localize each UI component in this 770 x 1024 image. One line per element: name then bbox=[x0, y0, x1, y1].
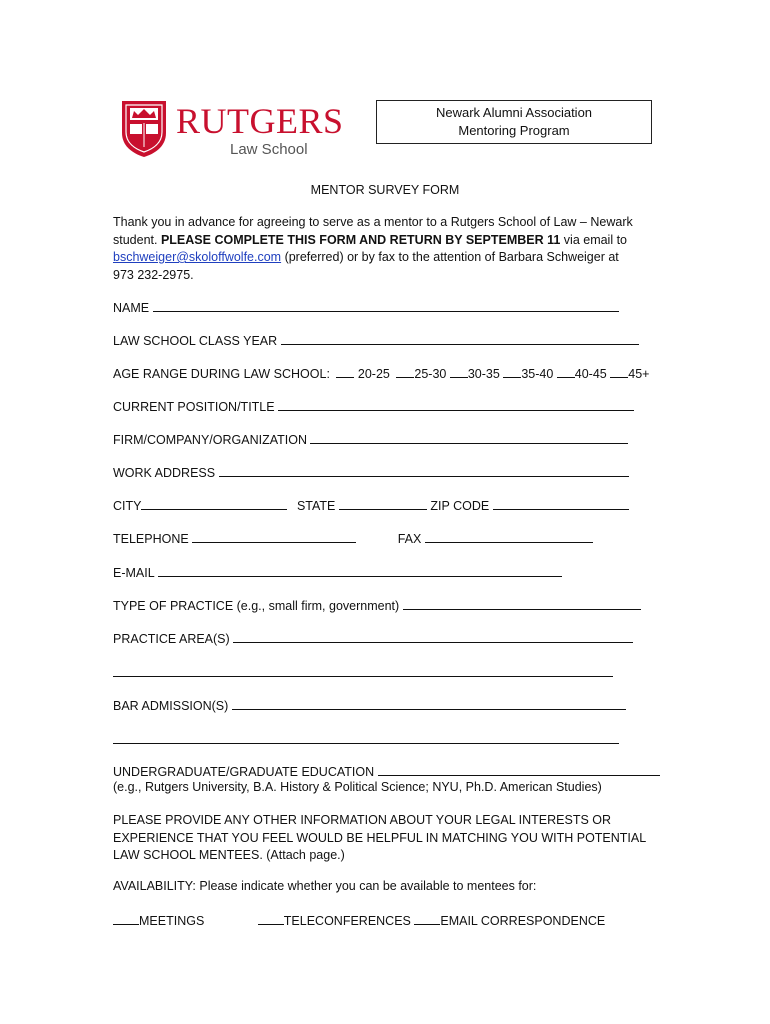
program-name: Mentoring Program bbox=[458, 123, 570, 138]
practice-type-row bbox=[113, 597, 641, 613]
practice-area-row-2 bbox=[113, 664, 613, 680]
zip-blank[interactable] bbox=[493, 497, 629, 510]
name-label: NAME bbox=[113, 301, 150, 315]
position-label: CURRENT POSITION/TITLE bbox=[113, 400, 275, 414]
firm-label: FIRM/COMPANY/ORGANIZATION bbox=[113, 433, 307, 447]
intro-text-1: Thank you in advance for agreeing to serve as a mentor to a Rutgers School of Law – Newark student. bbox=[113, 215, 633, 247]
bar-admission-blank[interactable] bbox=[232, 697, 626, 710]
age-blank-4[interactable] bbox=[503, 365, 521, 378]
practice-area-blank-2[interactable] bbox=[113, 664, 613, 677]
email-link[interactable]: bschweiger@skoloffwolfe.com bbox=[113, 250, 282, 264]
practice-area-row bbox=[113, 630, 633, 646]
position-row bbox=[113, 398, 634, 414]
bar-admission-blank-2[interactable] bbox=[113, 731, 619, 744]
intro-text-3: (preferred) or by fax to the attention of Barbara Schweiger at 973 232-2975. bbox=[113, 250, 619, 282]
email-blank[interactable] bbox=[158, 564, 562, 577]
age-option-5: 40-45 bbox=[574, 367, 607, 381]
email-correspondence-blank[interactable] bbox=[414, 912, 440, 925]
telephone-blank[interactable] bbox=[192, 530, 356, 543]
fax-blank[interactable] bbox=[425, 530, 593, 543]
intro-deadline: PLEASE COMPLETE THIS FORM AND RETURN BY SEPTEMBER 11 bbox=[160, 232, 561, 247]
bar-admission-row bbox=[113, 697, 626, 713]
class-year-row bbox=[113, 332, 639, 348]
practice-type-label: TYPE OF PRACTICE (e.g., small firm, government) bbox=[113, 599, 400, 613]
work-address-blank[interactable] bbox=[219, 464, 629, 477]
location-row bbox=[113, 497, 629, 513]
class-year-label: LAW SCHOOL CLASS YEAR bbox=[113, 334, 278, 348]
brand-subtitle: Law School bbox=[230, 141, 308, 158]
state-label: STATE bbox=[296, 499, 336, 513]
other-info-instructions: PLEASE PROVIDE ANY OTHER INFORMATION ABOUT YOUR LEGAL INTERESTS OR EXPERIENCE THAT YOU FEEL WOULD BE HELPFUL IN MATCHING YOU WITH POTENTIAL LAW SCHOOL MENTEES. (Attach page.) bbox=[113, 813, 646, 862]
city-label: CITY bbox=[113, 499, 142, 513]
availability-label: AVAILABILITY: Please indicate whether you can be available to mentees for: bbox=[113, 879, 537, 893]
education-row bbox=[113, 763, 660, 779]
age-blank-3[interactable] bbox=[450, 365, 468, 378]
state-blank[interactable] bbox=[339, 497, 427, 510]
age-option-3: 30-35 bbox=[467, 367, 500, 381]
practice-area-blank[interactable] bbox=[233, 630, 633, 643]
availability-row bbox=[113, 879, 536, 893]
practice-type-blank[interactable] bbox=[403, 597, 641, 610]
email-label: E-MAIL bbox=[113, 566, 155, 580]
option-meetings: MEETINGS bbox=[139, 914, 205, 928]
zip-label: ZIP CODE bbox=[430, 499, 490, 513]
association-box bbox=[376, 100, 652, 144]
name-blank[interactable] bbox=[153, 299, 619, 312]
work-address-label: WORK ADDRESS bbox=[113, 466, 216, 480]
fax-label: FAX bbox=[397, 532, 422, 546]
bar-admission-row-2 bbox=[113, 731, 619, 747]
age-blank-6[interactable] bbox=[610, 365, 628, 378]
brand-wordmark: RUTGERS bbox=[176, 101, 344, 141]
age-option-1: 20-25 bbox=[357, 367, 390, 381]
association-name: Newark Alumni Association bbox=[435, 105, 593, 120]
city-blank[interactable] bbox=[141, 497, 287, 510]
age-range-row bbox=[113, 365, 649, 381]
rutgers-logo bbox=[120, 99, 345, 161]
firm-row bbox=[113, 431, 628, 447]
age-option-4: 35-40 bbox=[521, 367, 554, 381]
shield-icon bbox=[120, 99, 168, 159]
practice-area-label: PRACTICE AREA(S) bbox=[113, 632, 230, 646]
availability-options-row bbox=[113, 912, 605, 928]
telephone-label: TELEPHONE bbox=[113, 532, 189, 546]
bar-admission-label: BAR ADMISSION(S) bbox=[113, 699, 229, 713]
phone-row bbox=[113, 530, 593, 546]
age-option-2: 25-30 bbox=[414, 367, 447, 381]
work-address-row bbox=[113, 464, 629, 480]
intro-text-2: via email to bbox=[560, 232, 628, 247]
education-example-row bbox=[113, 780, 602, 794]
option-email-correspondence: EMAIL CORRESPONDENCE bbox=[440, 914, 606, 928]
firm-blank[interactable] bbox=[310, 431, 628, 444]
education-label: UNDERGRADUATE/GRADUATE EDUCATION bbox=[113, 765, 375, 779]
option-teleconferences: TELECONFERENCES bbox=[283, 914, 411, 928]
age-blank-5[interactable] bbox=[557, 365, 575, 378]
education-example: (e.g., Rutgers University, B.A. History & Political Science; NYU, Ph.D. American Studies) bbox=[113, 780, 602, 794]
age-range-label: AGE RANGE DURING LAW SCHOOL: bbox=[113, 367, 330, 381]
meetings-blank[interactable] bbox=[113, 912, 139, 925]
form-title: MENTOR SURVEY FORM bbox=[310, 183, 460, 197]
age-option-6: 45+ bbox=[628, 367, 650, 381]
teleconferences-blank[interactable] bbox=[258, 912, 284, 925]
intro-paragraph bbox=[113, 214, 643, 284]
education-blank[interactable] bbox=[378, 763, 660, 776]
email-row bbox=[113, 564, 562, 580]
name-row bbox=[113, 299, 619, 315]
class-year-blank[interactable] bbox=[281, 332, 639, 345]
age-blank-2[interactable] bbox=[396, 365, 414, 378]
age-blank-1[interactable] bbox=[336, 365, 354, 378]
position-blank[interactable] bbox=[278, 398, 634, 411]
